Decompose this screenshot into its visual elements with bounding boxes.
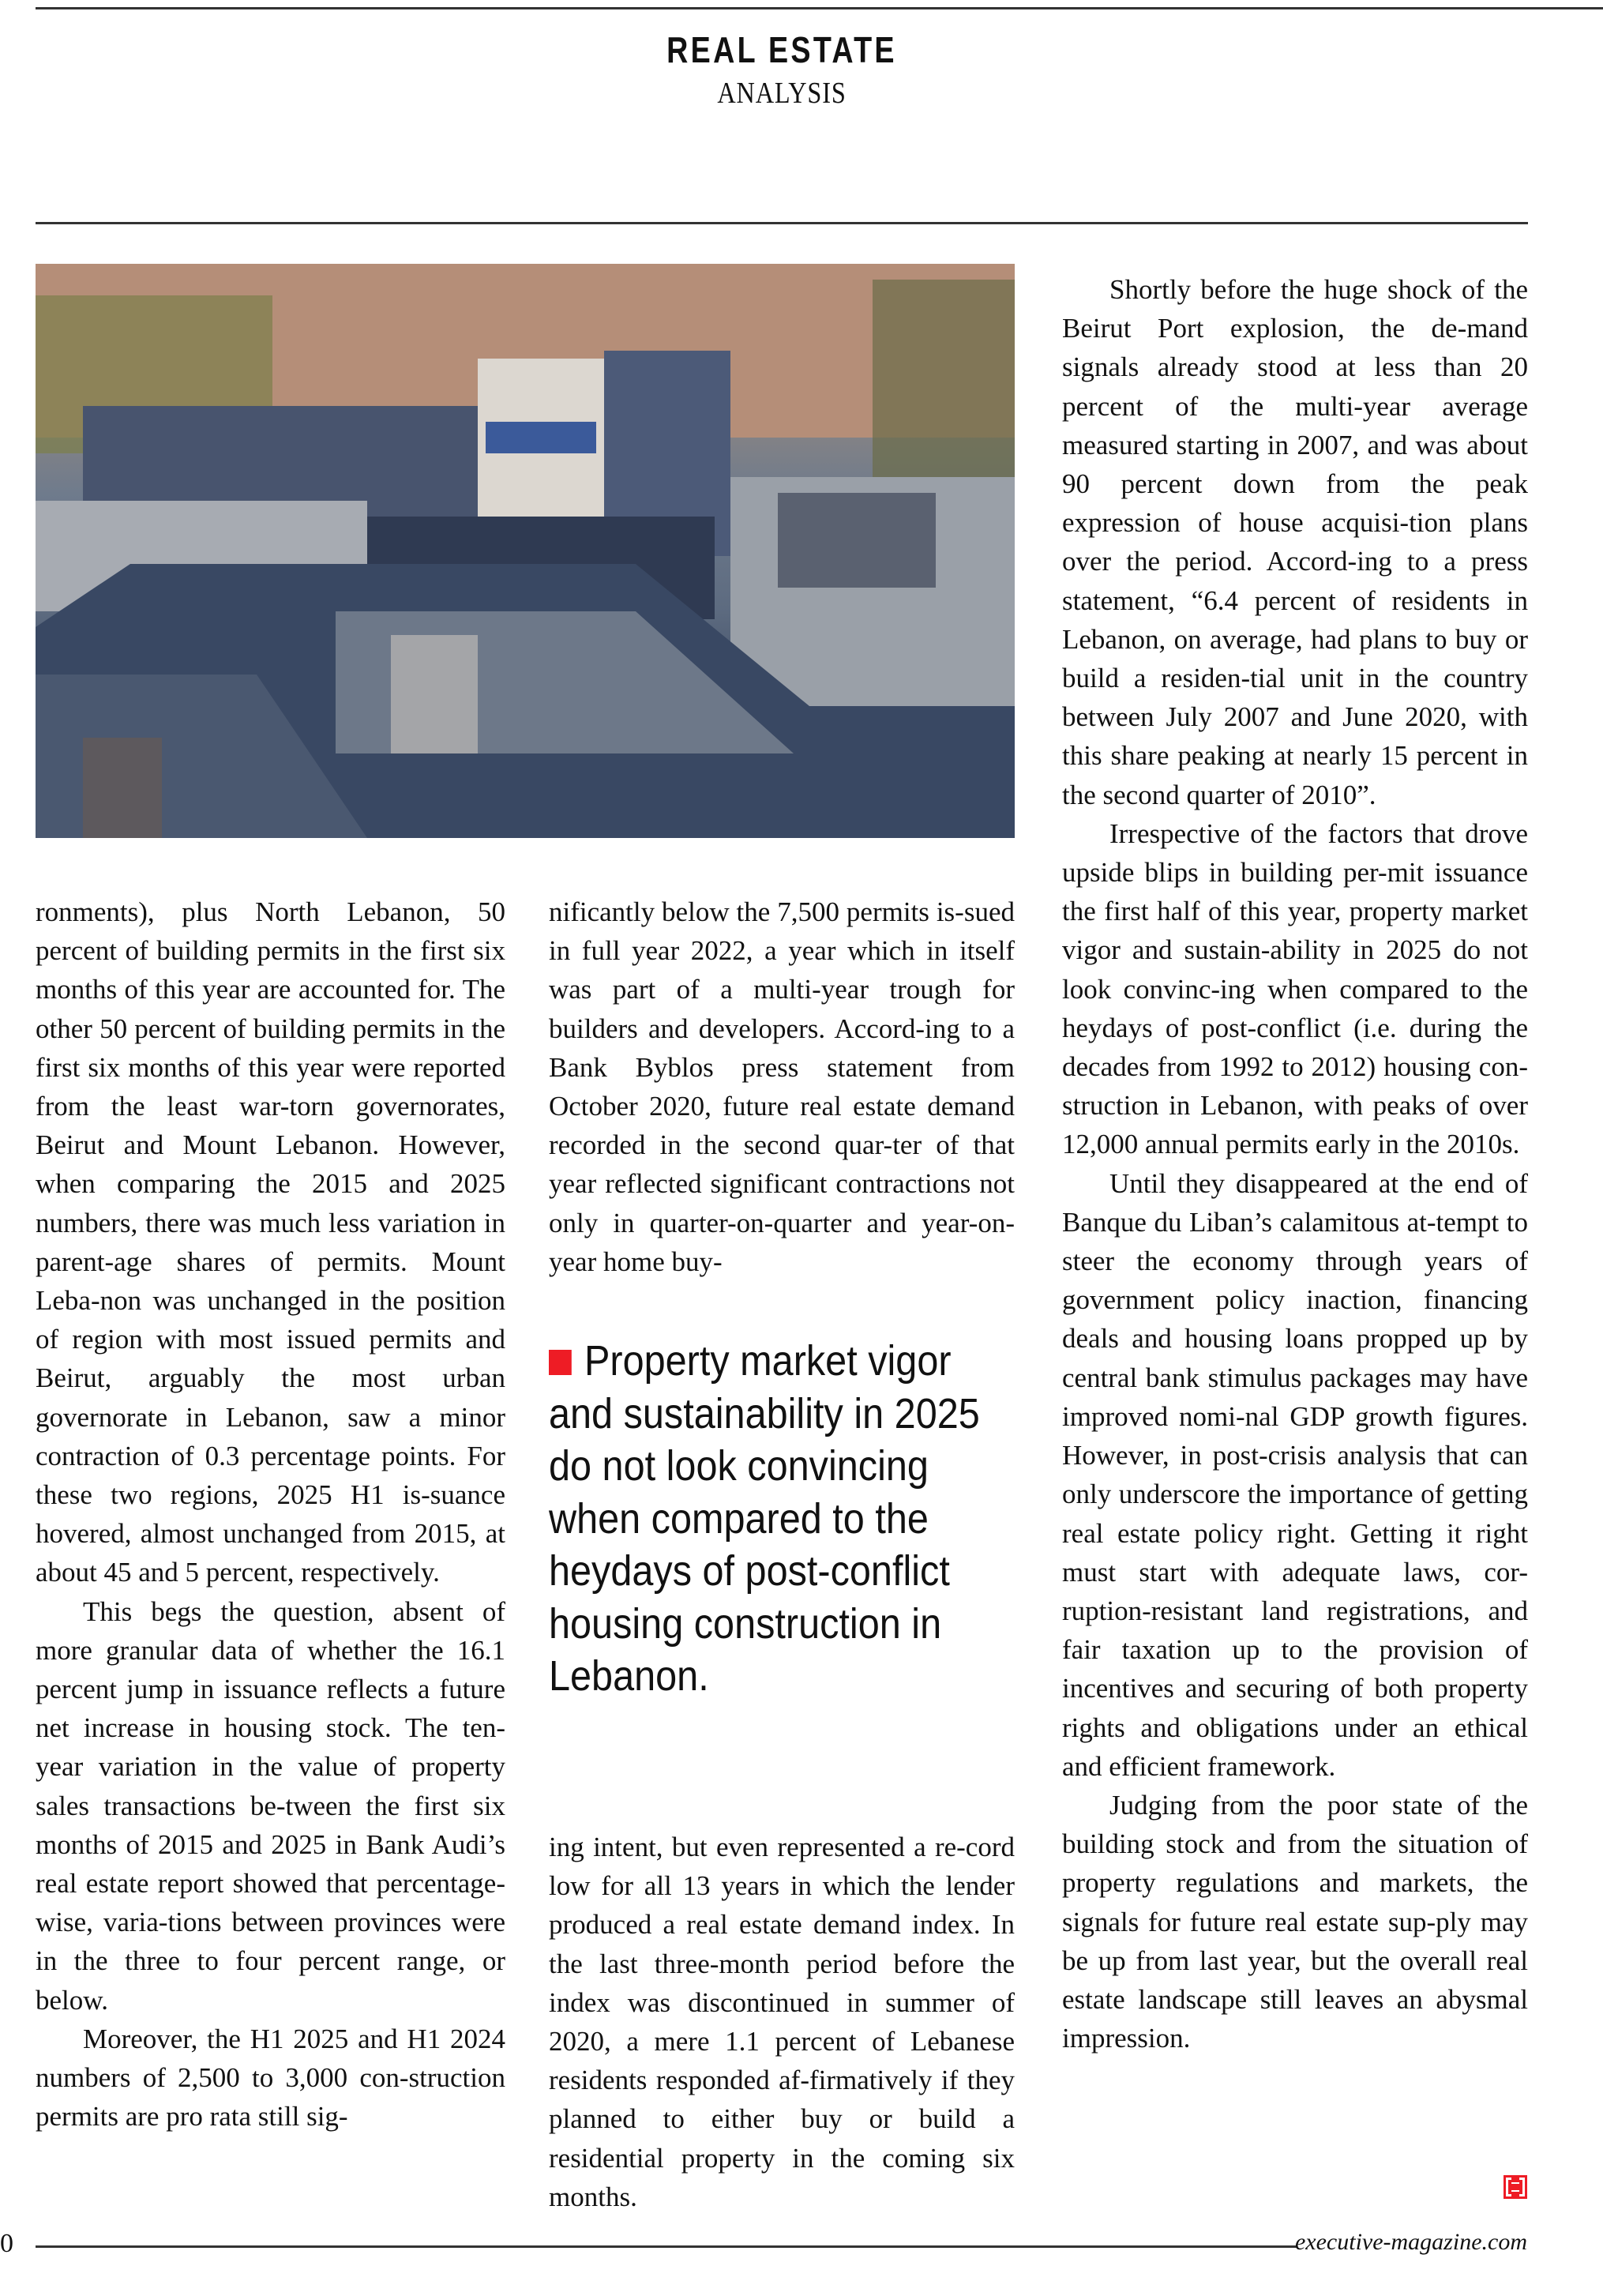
traffic-photo-illustration (36, 264, 1015, 838)
article-column-3 (1062, 270, 1528, 2057)
paragraph: Until they disappeared at the end of Banque du Liban’s calamitous at-tempt to steer the economy through years of government policy inaction, financing deals and housing loans propped up by central bank stimulus packages may have improved nomi-nal GDP growth figures. However, in post-crisis analysis that can only underscore the importance of getting real estate policy right. Getting it right must start with adequate laws, cor-ruption-resistant land registrations, and fair taxation up to the provision of incentives and securing of both property rights and obligations under an ethical and efficient framework. (1062, 1167, 1528, 1782)
article-photo (36, 264, 1015, 838)
section-title: REAL ESTATE (666, 29, 897, 70)
paragraph: Moreover, the H1 2025 and H1 2024 numbers of 2,500 to 3,000 con-struction permits are pro rata still sig- (36, 2023, 505, 2133)
footer-rule (36, 2245, 1297, 2248)
paragraph: Shortly before the huge shock of the Beirut Port explosion, the de-mand signals already stood at less than 20 percent of the multi-year average measured starting in 2007, and was about 90 percent down from the peak expression of house acquisi-tion plans over the period. Accord-ing to a press statement, “6.4 percent of residents in Lebanon, on average, had plans to buy or build a residen-tial unit in the country between July 2007 and June 2020, with this share peaking at nearly 15 percent in the second quarter of 2010”. (1062, 274, 1528, 810)
page-number: 0 (0, 2229, 13, 2258)
article-column-2-top (549, 892, 1015, 1281)
top-rule (36, 7, 1603, 9)
paragraph: This begs the question, absent of more granular data of whether the 16.1 percent jump in issuance reflects a future net increase in housing stock. The ten-year variation in the value of property sales transactions be-tween the first six months of 2015 and 2025 in Bank Audi’s real estate report showed that percentage-wise, varia-tions between provinces were in the three to four percent range, or below. (36, 1595, 505, 2016)
pull-quote (549, 1335, 1018, 1703)
article-column-1 (36, 892, 505, 2136)
paragraph: Irrespective of the factors that drove upside blips in building per-mit issuance the first half of this year, property market vigor and sustain-ability in 2025 do not look convinc-ing when compared to the heydays of post-conflict (i.e. during the decades from 1992 to 2012) housing con-struction in Lebanon, with peaks of over 12,000 annual permits early in the 2010s. (1062, 817, 1528, 1160)
end-mark-icon (1504, 2175, 1527, 2199)
paragraph: Judging from the poor state of the building stock and from the situation of property regulations and markets, the signals for future real estate sup-ply may be up from last year, but the overall real estate landscape still leaves an abysmal impression. (1062, 1789, 1528, 2054)
pull-quote-text: Property market vigor and sustainability in 2025 do not look convincing when compared to the heydays of post-conflict housing construction in Lebanon. (549, 1337, 980, 1700)
paragraph: ing intent, but even represented a re-cord low for all 13 years in which the lender produced a real estate demand index. In the last three-month period before the index was discontinued in summer of 2020, a mere 1.1 percent of Lebanese residents responded af-firmatively if they planned to either buy or build a residential property in the coming six months. (549, 1832, 1015, 2212)
header-bottom-rule (36, 222, 1528, 224)
footer-site-link[interactable]: executive-magazine.com (1294, 2229, 1527, 2255)
red-square-icon (549, 1350, 572, 1375)
paragraph: ronments), plus North Lebanon, 50 percent of building permits in the first six months of this year are accounted for. The other 50 percent of building permits in the first six months of this year were reported from the least war-torn governorates, Beirut and Mount Lebanon. However, when comparing the 2015 and 2025 numbers, there was much less variation in parent-age shares of permits. Mount Leba-non was unchanged in the position of region with most issued permits and Beirut, arguably the most urban governorate in Lebanon, saw a minor contraction of 0.3 percentage points. For these two regions, 2025 H1 is-suance hovered, almost unchanged from 2015, at about 45 and 5 percent, respectively. (36, 896, 505, 1588)
section-subtitle: ANALYSIS (717, 77, 847, 110)
article-column-2-bottom (549, 1828, 1015, 2216)
paragraph: nificantly below the 7,500 permits is-sued in full year 2022, a year which in itself was part of a multi-year trough for builders and developers. Accord-ing to a Bank Byblos press statement from October 2020, future real estate demand recorded in the second quar-ter of that year reflected significant contractions not only in quarter-on-quarter and year-on-year home buy- (549, 896, 1015, 1277)
